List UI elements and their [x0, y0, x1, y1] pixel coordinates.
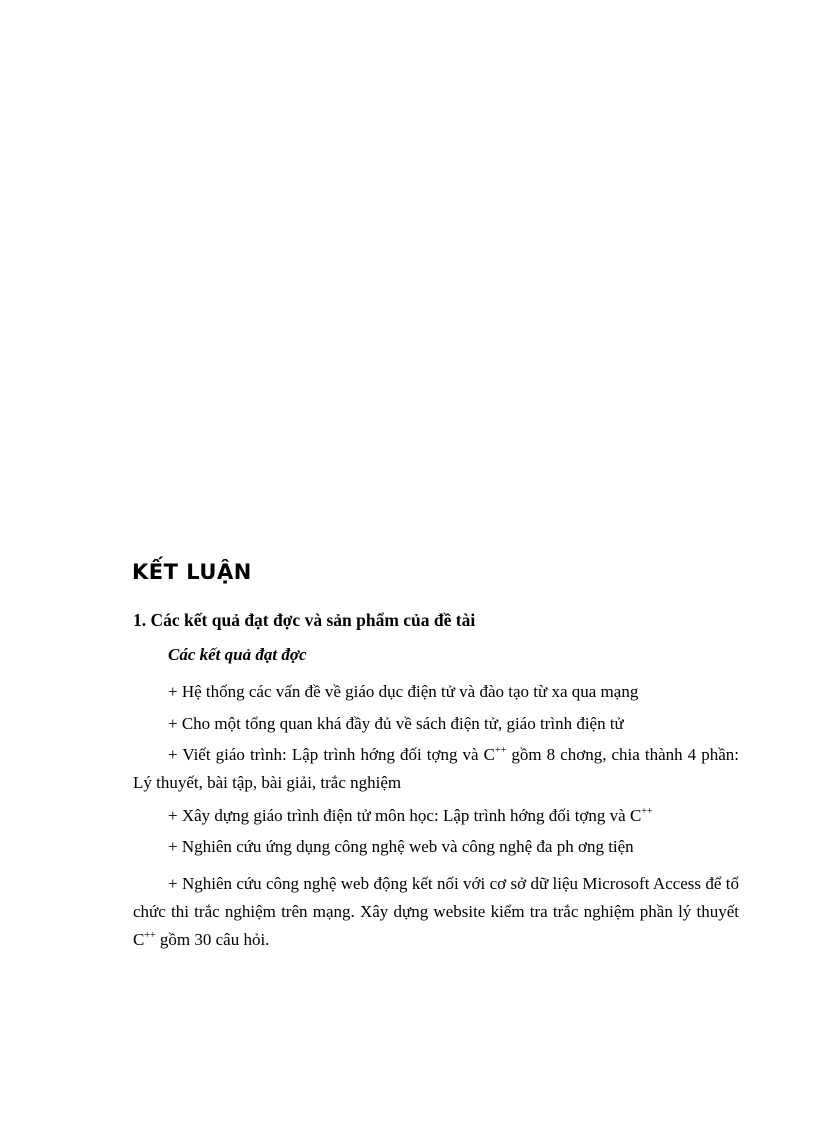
section-heading: 1. Các kết quả đạt đợc và sản phẩm của đề tài — [133, 610, 476, 630]
list-item: + Viết giáo trình: Lập trình hớng đối tợng và C++ gồm 8 chơng, chia thành 4 phần: Lý thuyết, bài tập, bài giải, trắc nghiệm — [133, 745, 740, 792]
list-item: + Nghiên cứu công nghệ web động kết nối với cơ sở dữ liệu Microsoft Access để tổ chức thi trắc nghiệm trên mạng. Xây dựng website kiểm tra trắc nghiệm phần lý thuyết C++ gồm 30 câu hỏi. — [133, 874, 739, 949]
page-title: KẾT LUẬN — [132, 560, 252, 584]
list-item: + Cho một tổng quan khá đầy đủ về sách điện tử, giáo trình điện tử — [168, 714, 624, 733]
subsection-heading: Các kết quả đạt đợc — [168, 645, 307, 664]
list-item: + Hệ thống các vấn đề về giáo dục điện tử và đào tạo từ xa qua mạng — [168, 682, 639, 701]
list-item: + Xây dựng giáo trình điện tử môn học: Lập trình hớng đối tợng và C++ — [168, 806, 653, 825]
list-item: + Nghiên cứu ứng dụng công nghệ web và công nghệ đa ph ơng tiện — [168, 837, 634, 856]
